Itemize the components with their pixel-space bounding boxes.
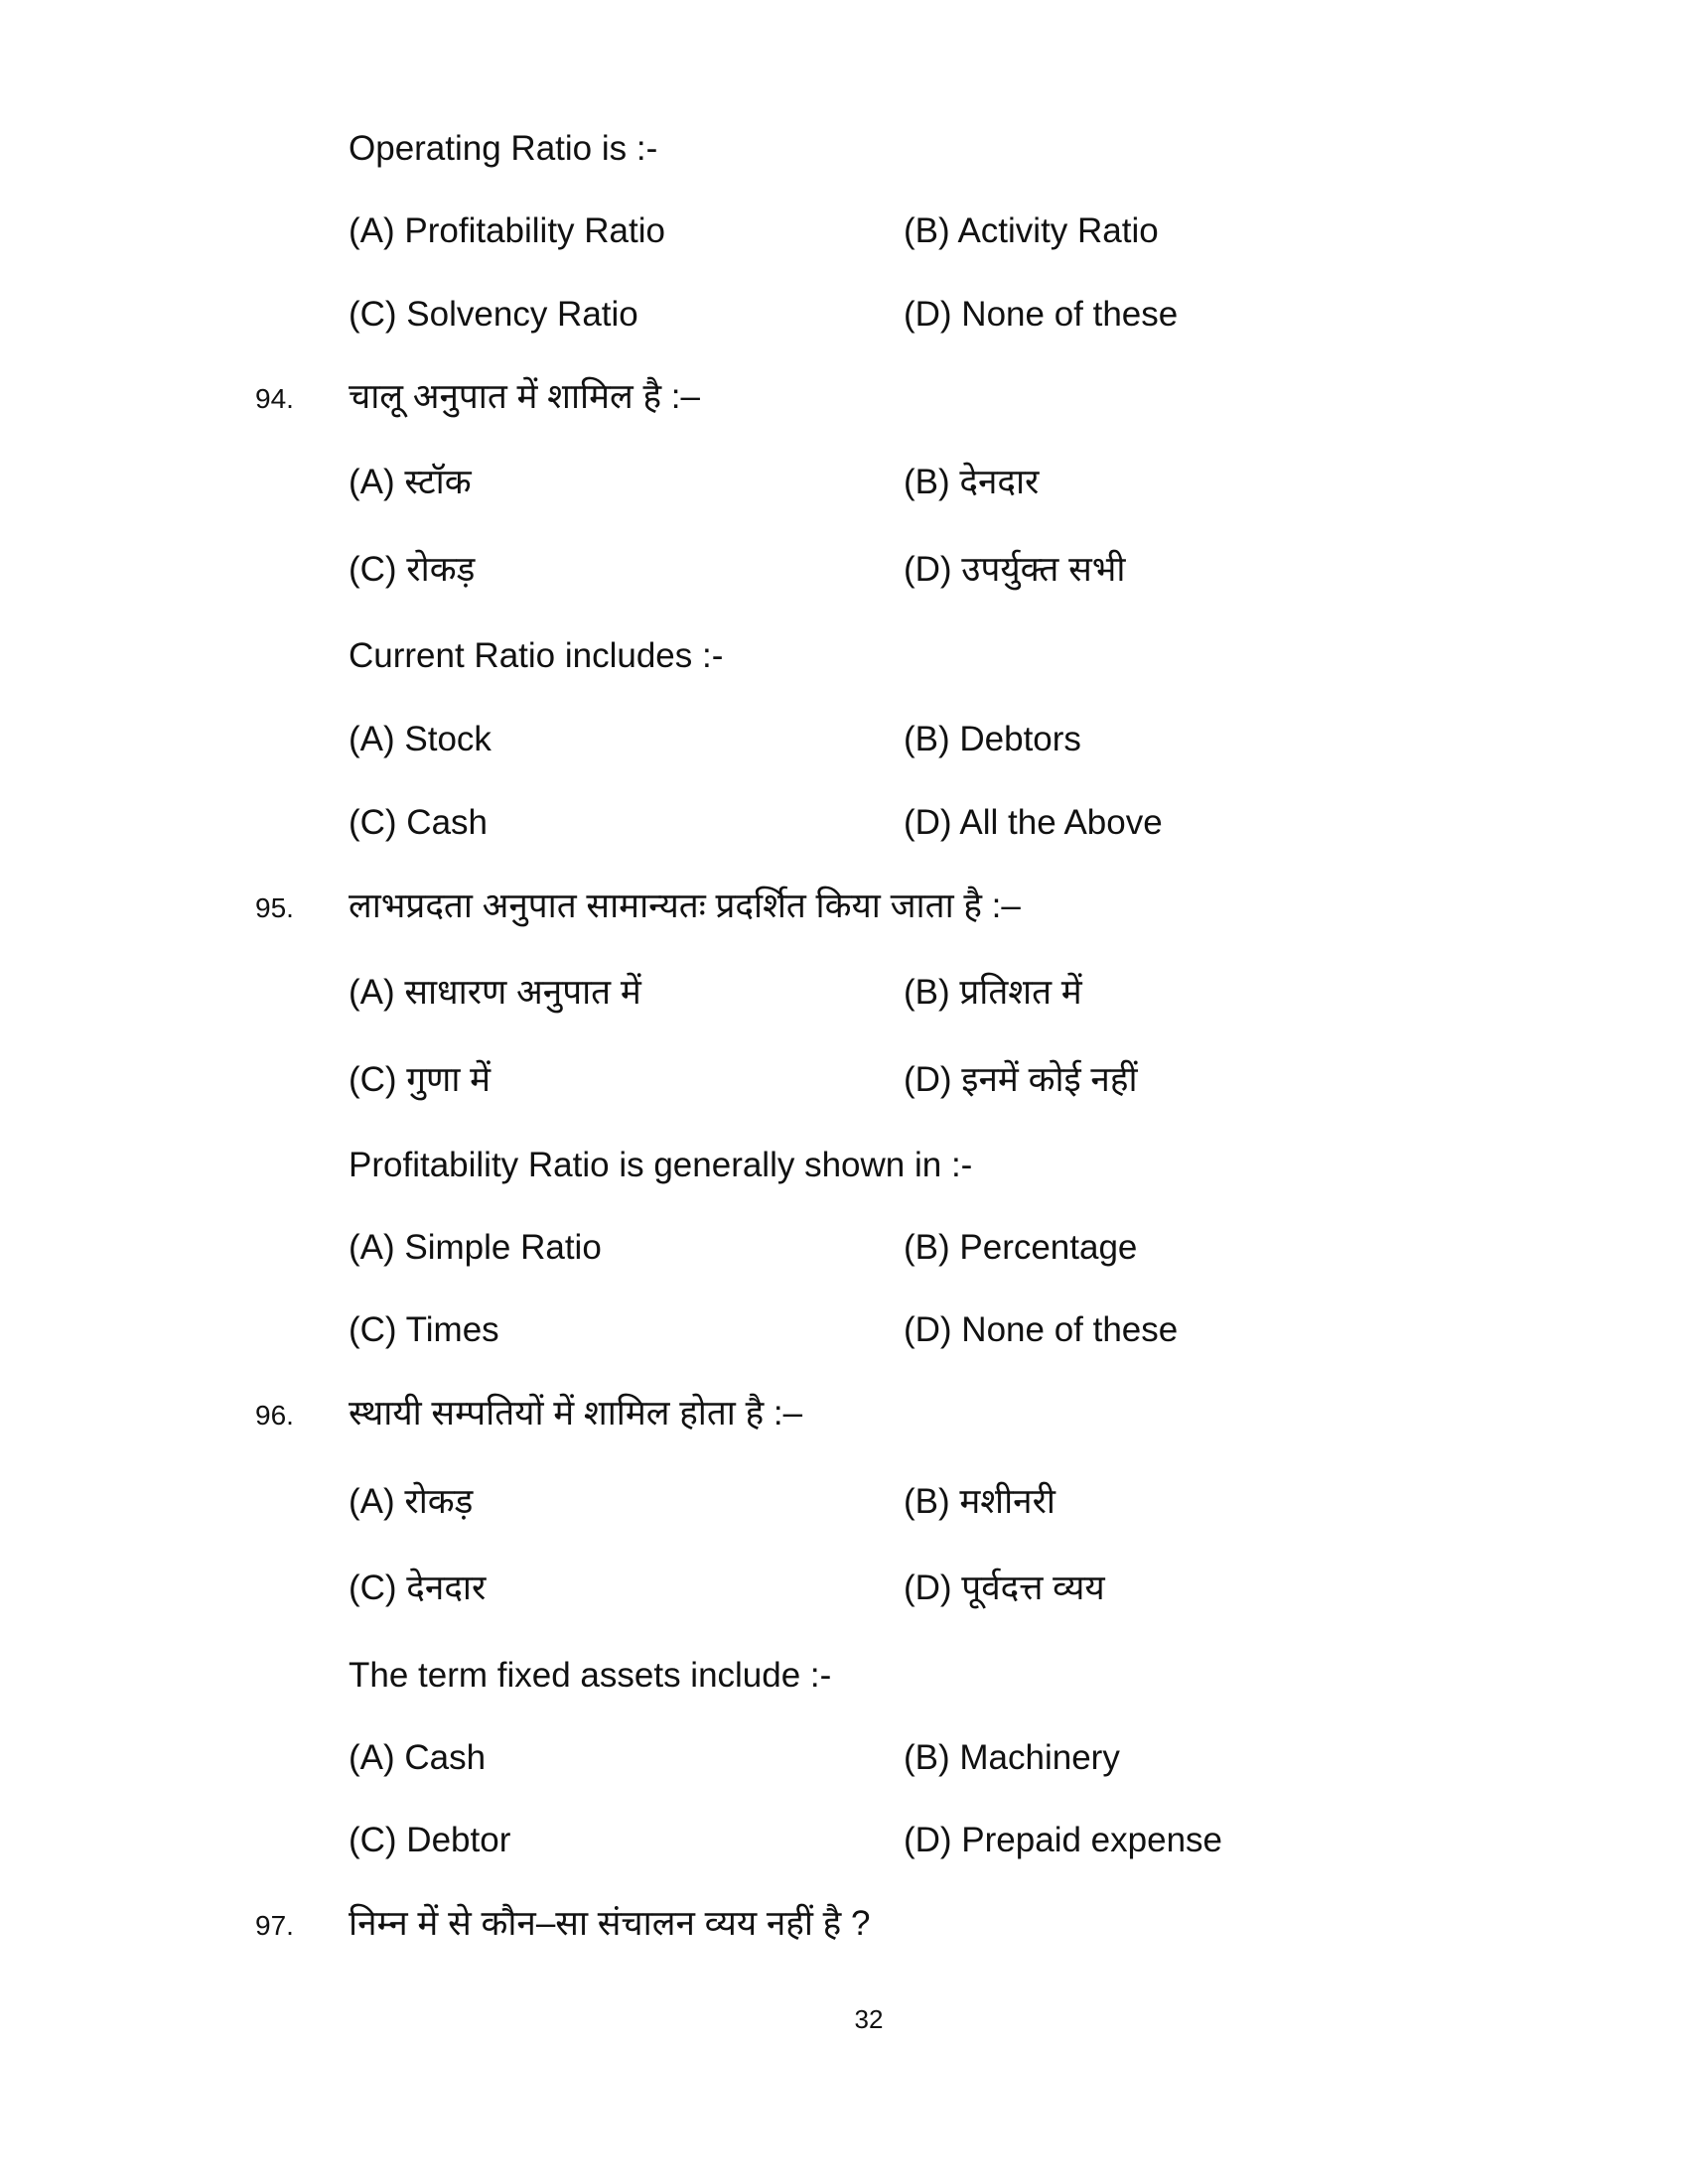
q94-hi-option-c: (C) रोकड़ [349, 550, 476, 589]
q95-hi-option-a: (A) साधारण अनुपात में [349, 973, 641, 1012]
q96-en-option-d: (D) Prepaid expense [904, 1821, 1222, 1859]
q96-en-option-b: (B) Machinery [904, 1738, 1120, 1777]
question-96-hi: स्थायी सम्पतियों में शामिल होता है :– [349, 1394, 803, 1433]
q96-hi-option-a: (A) रोकड़ [349, 1482, 474, 1521]
question-95-hi: लाभप्रदता अनुपात सामान्यतः प्रदर्शित किया जाता है :– [349, 887, 1021, 925]
question-94-en: Current Ratio includes :- [349, 636, 724, 675]
q93-option-a: (A) Profitability Ratio [349, 211, 665, 250]
question-number-94: 94. [255, 383, 294, 414]
q95-hi-option-c: (C) गुणा में [349, 1060, 492, 1099]
q94-hi-option-d: (D) उपर्युक्त सभी [904, 550, 1126, 589]
q95-hi-option-d: (D) इनमें कोई नहीं [904, 1060, 1138, 1099]
q94-en-option-d: (D) All the Above [904, 803, 1163, 842]
q94-hi-option-a: (A) स्टॉक [349, 463, 472, 501]
q94-hi-option-b: (B) देनदार [904, 463, 1040, 501]
q96-en-option-c: (C) Debtor [349, 1821, 511, 1859]
q93-option-b: (B) Activity Ratio [904, 211, 1159, 250]
question-number-97: 97. [255, 1910, 294, 1941]
q96-hi-option-c: (C) देनदार [349, 1569, 487, 1607]
q94-en-option-a: (A) Stock [349, 720, 492, 758]
q95-en-option-d: (D) None of these [904, 1310, 1179, 1349]
question-97-hi: निम्न में से कौन–सा संचालन व्यय नहीं है ? [349, 1904, 871, 1943]
question-96-en: The term fixed assets include :- [349, 1656, 832, 1695]
q96-hi-option-b: (B) मशीनरी [904, 1482, 1055, 1521]
q95-hi-option-b: (B) प्रतिशत में [904, 973, 1082, 1012]
q96-hi-option-d: (D) पूर्वदत्त व्यय [904, 1569, 1105, 1607]
question-number-96: 96. [255, 1400, 294, 1431]
q94-en-option-c: (C) Cash [349, 803, 489, 842]
q95-en-option-b: (B) Percentage [904, 1228, 1138, 1267]
q96-en-option-a: (A) Cash [349, 1738, 487, 1777]
question-95-en: Profitability Ratio is generally shown in :- [349, 1146, 973, 1184]
q95-en-option-a: (A) Simple Ratio [349, 1228, 602, 1267]
q93-option-d: (D) None of these [904, 295, 1179, 334]
q95-en-option-c: (C) Times [349, 1310, 499, 1349]
question-number-95: 95. [255, 892, 294, 923]
q93-option-c: (C) Solvency Ratio [349, 295, 638, 334]
q94-en-option-b: (B) Debtors [904, 720, 1081, 758]
question-94-hi: चालू अनुपात में शामिल है :– [349, 377, 700, 416]
question-93-en: Operating Ratio is :- [349, 129, 658, 168]
page-number: 32 [854, 2004, 884, 2034]
